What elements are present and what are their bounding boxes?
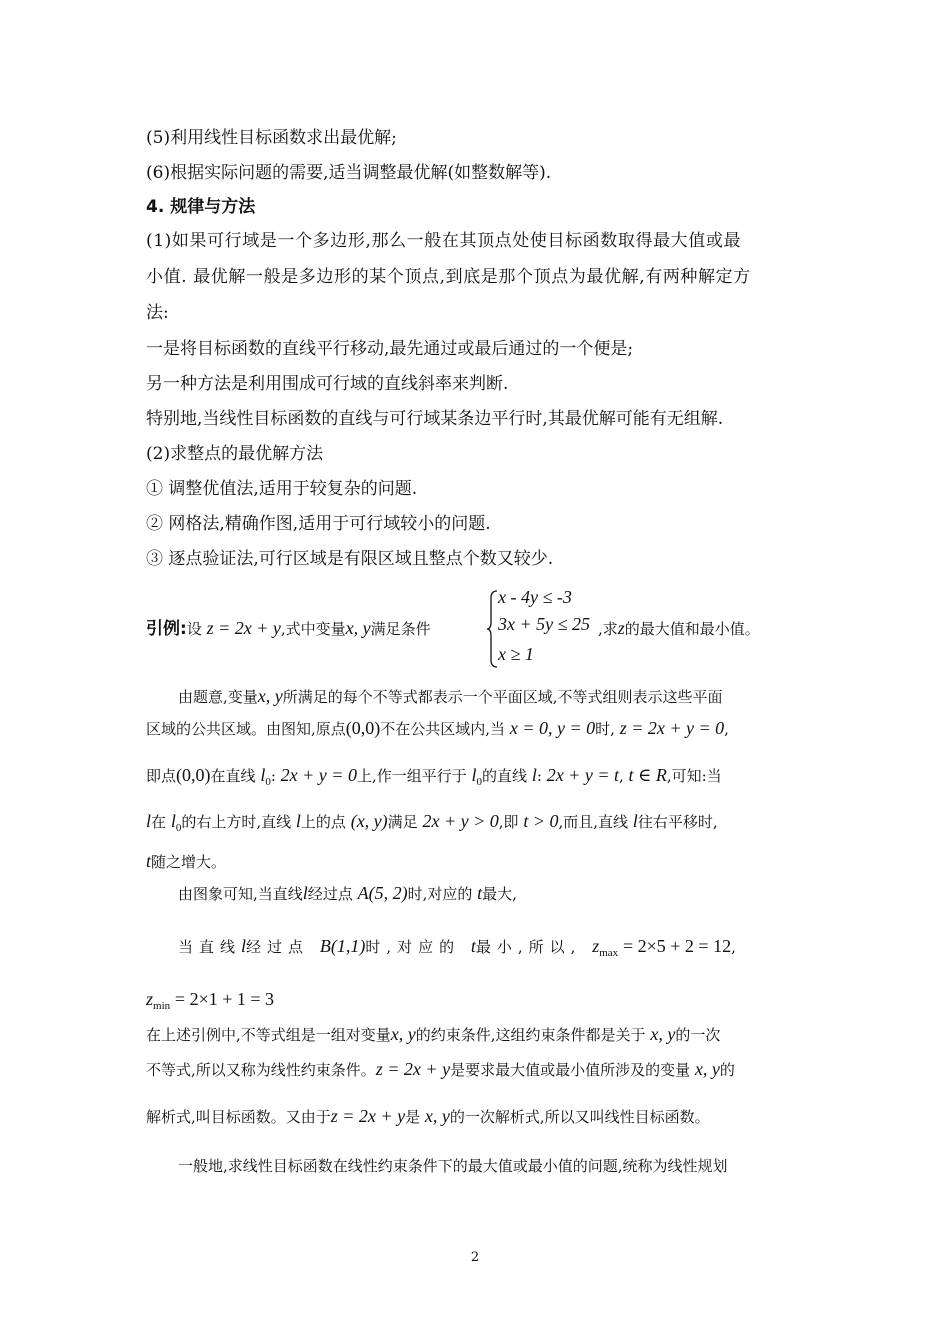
paragraph-line: 特别地,当线性目标函数的直线与可行域某条边平行时,其最优解可能有无组解.: [146, 409, 724, 429]
paragraph-line: 另一种方法是利用围成可行域的直线斜率来判断.: [146, 374, 509, 394]
example-line: 引例:设 z = 2x + y,式中变量x, y满足条件: [146, 618, 431, 639]
example-label: 引例:: [146, 619, 187, 639]
solution-line: t随之增大。: [146, 851, 227, 871]
solution-line: $z_{min} = 2\times 1 + 1 = 3$: [146, 989, 275, 1012]
step-6: (6)根据实际问题的需要,适当调整最优解(如整数解等).: [146, 163, 552, 183]
example-tail: ,求z的最大值和最小值。: [598, 618, 760, 638]
paragraph-line: 小值. 最优解一般是多边形的某个顶点,到底是那个顶点为最优解,有两种解定方: [146, 267, 751, 287]
step-5: (5)利用线性目标函数求出最优解;: [146, 128, 397, 148]
paragraph-line: (1)如果可行域是一个多边形,那么一般在其顶点处使目标函数取得最大值或最: [146, 231, 742, 251]
brace-icon: [486, 590, 498, 668]
solution-line: 在上述引例中,不等式组是一组对变量x, y的约束条件,这组约束条件都是关于 x, y的一次: [146, 1024, 721, 1044]
solution-line: 即点(0,0)在直线 $l_0$: 2x + y = 0上,作一组平行于 $l_0$的直线 l: 2x + y = t, t ∈ R,可知:当: [146, 765, 722, 788]
list-item: ③ 逐点验证法,可行区域是有限区域且整点个数又较少.: [146, 549, 554, 569]
solution-line: l在 $l_0$的右上方时,直线 l上的点 (x, y)满足 2x + y > 0,即 t > 0,而且,直线 l往右平移时,: [146, 811, 718, 834]
paragraph-line: 法:: [146, 303, 169, 323]
solution-line: 当直线l经过点 B(1,1)时,对应的 t最小,所以, $z_{max} = 2\times 5 + 2 = 12$,: [178, 936, 736, 959]
section-heading: 4. 规律与方法: [146, 197, 256, 217]
paragraph-line: 一是将目标函数的直线平行移动,最先通过或最后通过的一个便是;: [146, 339, 634, 359]
solution-line: 由题意,变量x, y所满足的每个不等式都表示一个平面区域,不等式组则表示这些平面: [178, 686, 723, 706]
list-item: ② 网格法,精确作图,适用于可行域较小的问题.: [146, 514, 491, 534]
formula: z = 2x + y: [206, 618, 281, 638]
solution-line: 不等式,所以又称为线性约束条件。z = 2x + y是要求最大值或最小值所涉及的变量 x, y的: [146, 1059, 735, 1079]
solution-line: 区域的公共区域。由图知,原点(0,0)不在公共区域内,当 x = 0, y = 0时, z = 2x + y = 0,: [146, 718, 729, 738]
constraint-3: x ≥ 1: [498, 644, 534, 664]
constraint-1: x - 4y ≤ -3: [498, 587, 572, 607]
solution-line: 解析式,叫目标函数。又由于z = 2x + y是 x, y的一次解析式,所以又叫线性目标函数。: [146, 1106, 710, 1126]
constraint-2: 3x + 5y ≤ 25: [498, 614, 591, 634]
solution-line: 一般地,求线性目标函数在线性约束条件下的最大值或最小值的问题,统称为线性规划: [178, 1157, 728, 1175]
page-number: 2: [470, 1250, 480, 1265]
list-item: ① 调整优值法,适用于较复杂的问题.: [146, 479, 418, 499]
solution-line: 由图象可知,当直线l经过点 A(5, 2)时,对应的 t最大,: [178, 883, 517, 903]
paragraph-line: (2)求整点的最优解方法: [146, 444, 324, 464]
